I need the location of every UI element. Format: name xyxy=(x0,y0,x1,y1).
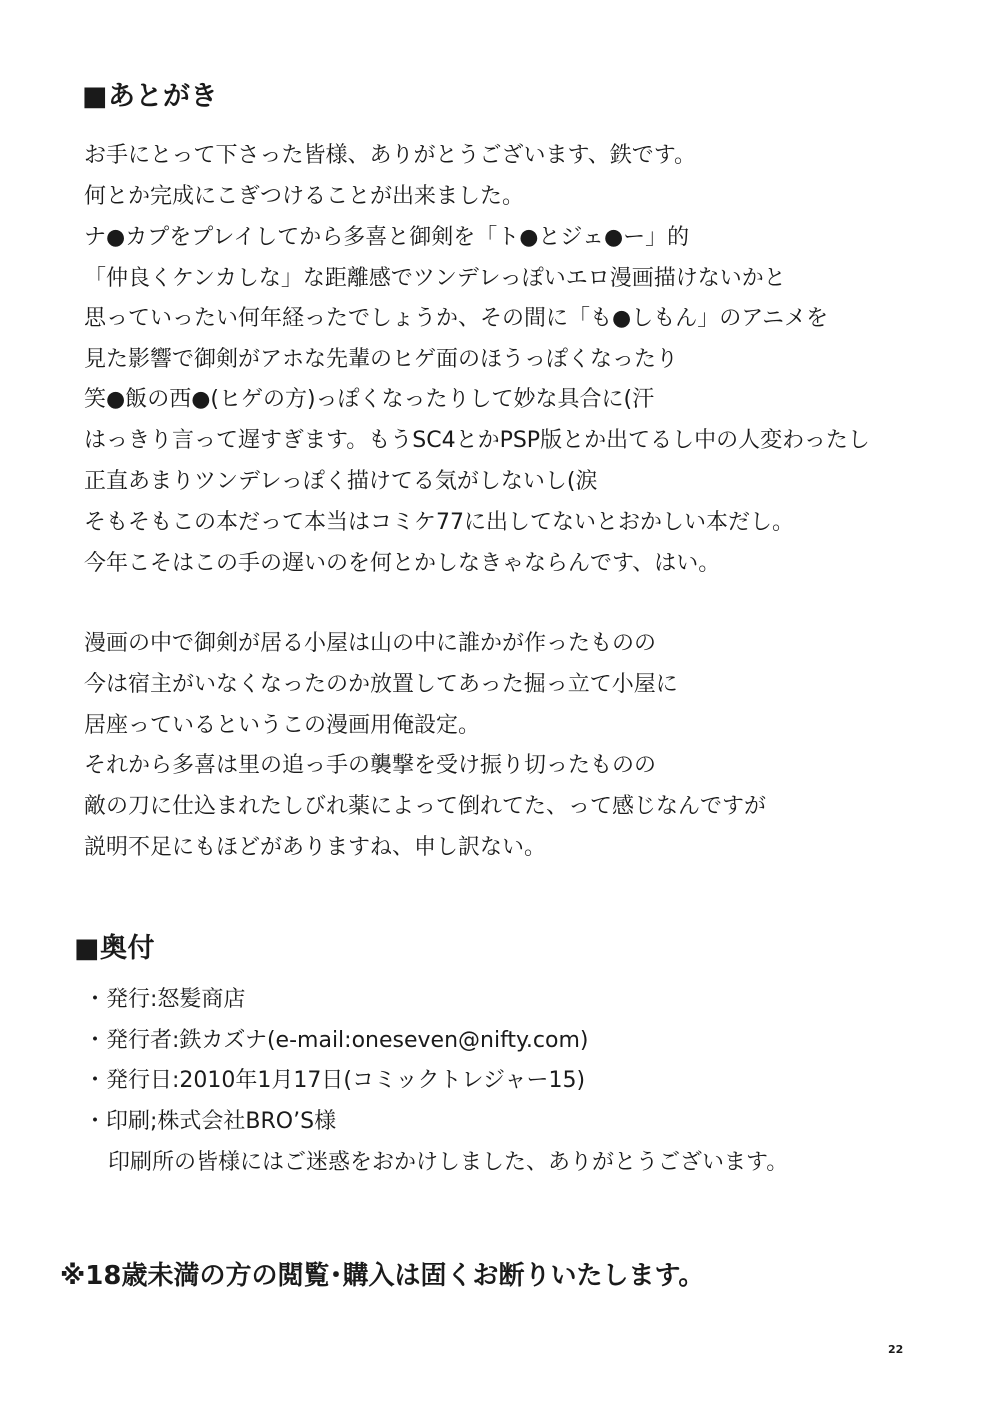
afterword-line: 「仲良くケンカしな」な距離感でツンデレっぽいエロ漫画描けないかと xyxy=(84,266,786,291)
colophon-author: ・発行者:鉄カズナ(e-mail:oneseven@nifty.com) xyxy=(84,1028,589,1053)
afterword-line: それから多喜は里の追っ手の襲撃を受け振り切ったものの xyxy=(84,753,657,778)
afterword-line: お手にとって下さった皆様、ありがとうございます、鉄です。 xyxy=(84,143,697,168)
afterword-line: 今は宿主がいなくなったのか放置してあった掘っ立て小屋に xyxy=(84,672,678,697)
colophon-publisher: ・発行:怒髪商店 xyxy=(84,987,246,1012)
afterword-line: そもそもこの本だって本当はコミケ77に出してないとおかしい本だし。 xyxy=(84,510,794,535)
afterword-line: 敵の刀に仕込まれたしびれ薬によって倒れてた、って感じなんですが xyxy=(84,794,767,819)
page-number: 22 xyxy=(888,1343,904,1356)
afterword-line: 説明不足にもほどがありますね、申し訳ない。 xyxy=(84,835,547,860)
colophon-date: ・発行日:2010年1月17日(コミックトレジャー15) xyxy=(84,1068,586,1093)
afterword-line: 見た影響で御剣がアホな先輩のヒゲ面のほうっぽくなったり xyxy=(84,347,679,372)
colophon-printer: ・印刷;株式会社BRO’S様 xyxy=(84,1109,337,1134)
colophon-heading: ■奥付 xyxy=(74,933,156,964)
afterword-line: はっきり言って遅すぎます。もうSC4とかPSP版とか出てるし中の人変わったし xyxy=(84,428,870,453)
afterword-line: 正直あまりツンデレっぽく描けてる気がしないし(涙 xyxy=(84,469,598,494)
afterword-line: 何とか完成にこぎつけることが出来ました。 xyxy=(84,184,525,209)
afterword-line: 今年こそはこの手の遅いのを何とかしなきゃならんです、はい。 xyxy=(84,551,721,576)
afterword-line: 思っていったい何年経ったでしょうか、その間に「も●しもん」のアニメを xyxy=(84,306,829,331)
afterword-line: ナ●カプをプレイしてから多喜と御剣を「ト●とジェ●ー」的 xyxy=(84,225,690,250)
afterword-line: 笑●飯の西●(ヒゲの方)っぽくなったりして妙な具合に(汗 xyxy=(84,387,655,412)
afterword-line: 漫画の中で御剣が居る小屋は山の中に誰かが作ったものの xyxy=(84,631,657,656)
afterword-heading: ■あとがき xyxy=(82,81,219,112)
age-restriction-notice: ※18歳未満の方の閲覧･購入は固くお断りいたします。 xyxy=(60,1261,705,1291)
colophon-printer-thanks: 印刷所の皆様にはご迷惑をおかけしました、ありがとうございます。 xyxy=(108,1150,789,1175)
afterword-line: 居座っているというこの漫画用俺設定。 xyxy=(84,713,481,738)
